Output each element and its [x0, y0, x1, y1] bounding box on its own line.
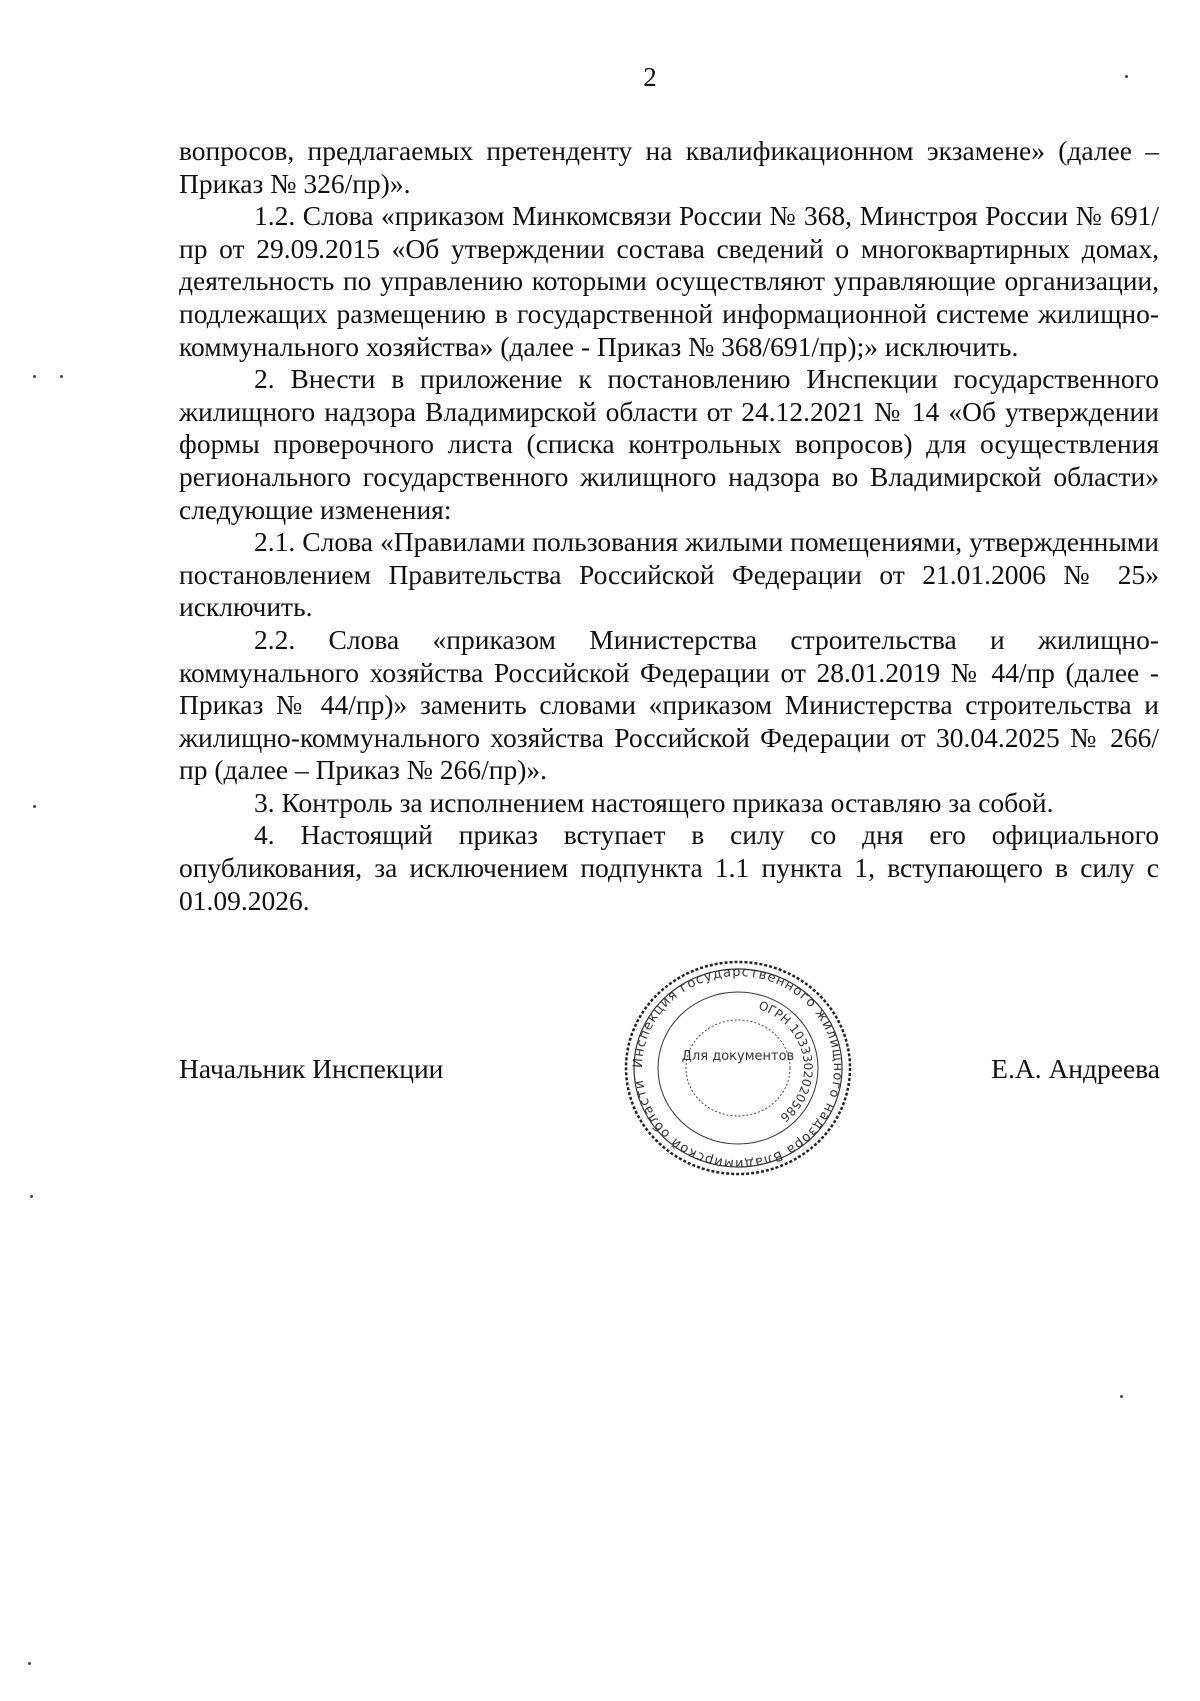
scan-speck	[30, 1195, 33, 1198]
scan-speck	[33, 375, 36, 378]
page-number: 2	[643, 62, 657, 92]
paragraph-2-2: 2.2. Слова «приказом Министерства строительства и жилищно-коммунального хозяйства Российской Федерации от 28.01.2019 № 44/пр (далее - Приказ № 44/пр)» заменить словами «приказом Министерства строительства и жилищно-коммунального хозяйства Российской Федерации от 30.04.2025 № 266/пр (далее – Приказ № 266/пр)».	[179, 623, 1159, 786]
paragraph-2-1: 2.1. Слова «Правилами пользования жилыми помещениями, утвержденными постановлением Правительства Российской Федерации от 21.01.2006 № 25» исключить.	[179, 526, 1159, 623]
scan-speck	[1125, 75, 1128, 78]
scan-speck	[60, 375, 63, 378]
signature-position: Начальник Инспекции	[179, 1053, 444, 1084]
stamp-outer-text: Инспекция государственного жилищного надзора Владимирской области	[630, 964, 846, 1172]
official-stamp	[618, 958, 858, 1178]
paragraph-4: 4. Настоящий приказ вступает в силу со дня его официального опубликования, за исключением подпункта 1.1 пункта 1, вступающего в силу с 01.09.2026.	[179, 819, 1159, 916]
paragraph-3: 3. Контроль за исполнением настоящего приказа оставляю за собой.	[254, 786, 1054, 818]
paragraph-2: 2. Внести в приложение к постановлению Инспекции государственного жилищного надзора Владимирской области от 24.12.2021 № 14 «Об утверждении формы проверочного листа (списка контрольных вопросов) для осуществления регионального государственного жилищного надзора во Владимирской области» следующие изменения:	[179, 363, 1159, 525]
scan-speck	[1120, 1395, 1123, 1398]
stamp-ogrn: ОГРН 1033302020586	[756, 998, 816, 1125]
scan-speck	[28, 1662, 31, 1665]
stamp-center-text: Для документов	[681, 1049, 795, 1064]
scan-speck	[33, 805, 36, 808]
document-body	[179, 135, 1159, 917]
paragraph-1-2: 1.2. Слова «приказом Минкомсвязи России № 368, Минстроя России № 691/пр от 29.09.2015 «Об утверждении состава сведений о многоквартирных домах, деятельность по управлению которыми осуществляют управляющие организации, подлежащих размещению в государственной информационной системе жилищно-коммунального хозяйства» (далее - Приказ № 368/691/пр);» исключить.	[179, 200, 1159, 362]
signature-name: Е.А. Андреева	[991, 1053, 1160, 1084]
paragraph-continuation: вопросов, предлагаемых претенденту на квалификационном экзамене» (далее – Приказ № 326/пр)».	[179, 135, 1159, 199]
